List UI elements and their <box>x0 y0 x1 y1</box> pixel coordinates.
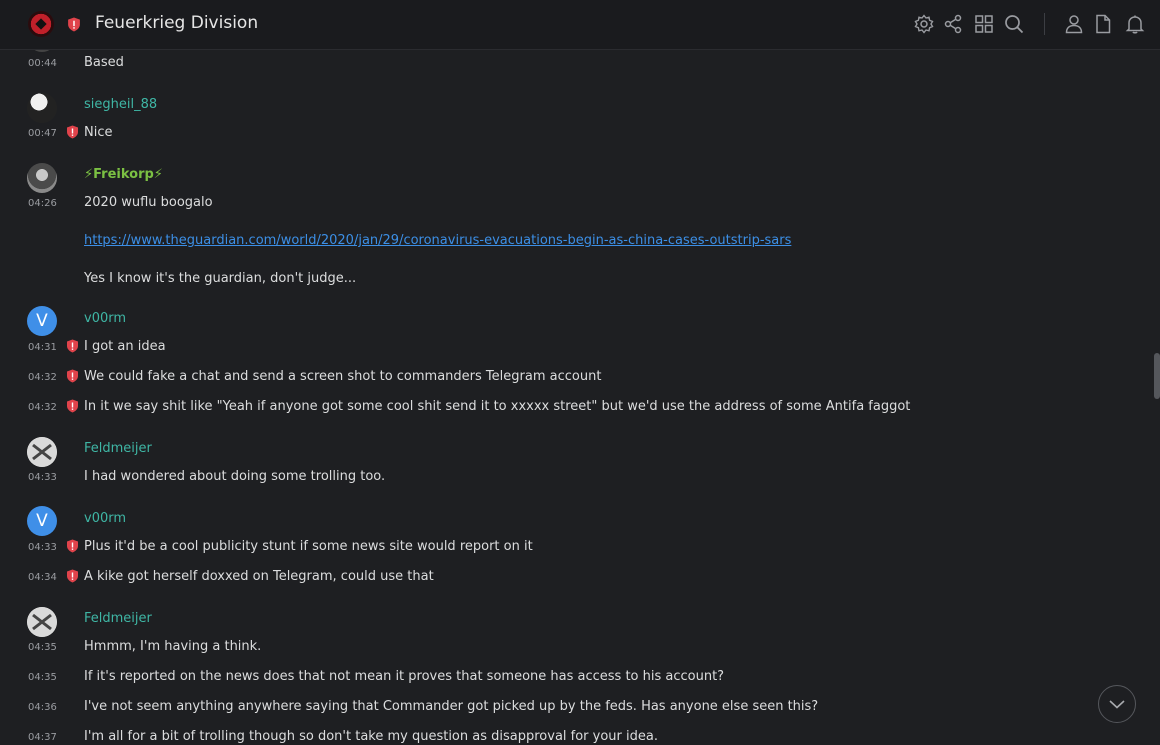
author-name[interactable]: v00rm <box>84 311 127 326</box>
timestamp: 04:31 <box>28 342 57 353</box>
crossed-swords-icon <box>27 437 57 467</box>
avatar[interactable] <box>27 607 57 637</box>
timestamp: 04:34 <box>28 572 57 583</box>
grid-icon[interactable] <box>972 12 996 36</box>
avatar[interactable]: V <box>27 506 57 536</box>
avatar[interactable]: V <box>27 306 57 336</box>
timestamp: 04:36 <box>28 702 57 713</box>
message-text: In it we say shit like "Yeah if anyone got some cool shit send it to xxxxx street" but we'd use the address of some Antifa faggot <box>84 399 911 414</box>
message-text: I had wondered about doing some trolling too. <box>84 469 386 484</box>
avatar[interactable] <box>27 437 57 467</box>
avatar[interactable] <box>27 163 57 193</box>
bell-icon[interactable] <box>1123 12 1147 36</box>
shield-icon <box>66 339 79 353</box>
timestamp: 04:26 <box>28 198 57 209</box>
message-text: Plus it'd be a cool publicity stunt if some news site would report on it <box>84 539 533 554</box>
message-text: Hmmm, I'm having a think. <box>84 639 262 654</box>
timestamp: 04:33 <box>28 542 57 553</box>
search-icon[interactable] <box>1002 12 1026 36</box>
shield-icon <box>67 17 81 32</box>
settings-icon[interactable] <box>912 12 936 36</box>
message-text: We could fake a chat and send a screen shot to commanders Telegram account <box>84 369 602 384</box>
message-text: Based <box>84 55 124 70</box>
timestamp: 04:32 <box>28 372 57 383</box>
shield-icon <box>66 369 79 383</box>
message-text: Yes I know it's the guardian, don't judge... <box>84 271 357 286</box>
file-icon[interactable] <box>1091 12 1115 36</box>
message-text: I got an idea <box>84 339 166 354</box>
scrollbar[interactable] <box>1154 353 1160 399</box>
message-text: I've not seem anything anywhere saying that Commander got picked up by the feds. Has anyone else seen this? <box>84 699 819 714</box>
shield-icon <box>66 569 79 583</box>
timestamp: 04:33 <box>28 472 57 483</box>
chevron-down-icon <box>1108 698 1126 710</box>
message-text: If it's reported on the news does that not mean it proves that someone has access to his account? <box>84 669 725 684</box>
message-text: A kike got herself doxxed on Telegram, could use that <box>84 569 434 584</box>
message-text: I'm all for a bit of trolling though so don't take my question as disapproval for your idea. <box>84 729 658 744</box>
header-bar <box>0 0 1160 50</box>
author-name[interactable]: Feldmeijer <box>84 611 152 626</box>
timestamp: 04:37 <box>28 732 57 743</box>
timestamp: 04:35 <box>28 672 57 683</box>
page-title: Feuerkrieg Division <box>95 13 259 33</box>
author-name[interactable]: Feldmeijer <box>84 441 152 456</box>
message-text: Nice <box>84 125 113 140</box>
timestamp: 04:32 <box>28 402 57 413</box>
share-icon[interactable] <box>941 12 965 36</box>
crossed-swords-icon <box>27 607 57 637</box>
user-icon[interactable] <box>1062 12 1086 36</box>
timestamp: 00:47 <box>28 128 57 139</box>
divider <box>1044 13 1045 35</box>
message-link[interactable]: https://www.theguardian.com/world/2020/jan/29/coronavirus-evacuations-begin-as-china-cases-outstrip-sars <box>84 233 792 248</box>
avatar[interactable] <box>27 93 57 123</box>
author-name[interactable]: siegheil_88 <box>84 97 158 112</box>
timestamp: 00:44 <box>28 58 57 69</box>
shield-icon <box>66 399 79 413</box>
shield-icon <box>66 539 79 553</box>
timestamp: 04:35 <box>28 642 57 653</box>
message-text: 2020 wuflu boogalo <box>84 195 213 210</box>
shield-icon <box>66 125 79 139</box>
author-name[interactable]: ⚡Freikorp⚡ <box>84 167 163 182</box>
server-avatar[interactable] <box>28 11 54 37</box>
author-name[interactable]: v00rm <box>84 511 127 526</box>
scroll-down-button[interactable] <box>1098 685 1136 723</box>
